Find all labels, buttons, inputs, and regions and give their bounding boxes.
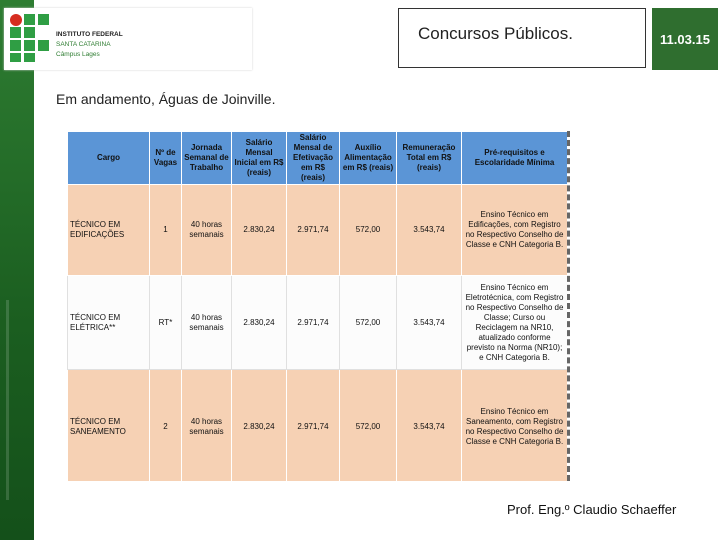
cargo-cell: TÉCNICO EM ELÉTRICA**	[68, 276, 150, 370]
header-cell: Nº de Vagas	[150, 132, 182, 185]
remuneracao-cell: 3.543,74	[397, 370, 462, 482]
vagas-cell: 1	[150, 185, 182, 276]
institution-logo	[4, 8, 252, 70]
logo-line-1: INSTITUTO FEDERAL	[56, 31, 123, 38]
logo-grid-icon	[10, 14, 50, 62]
salario-efetivacao-cell: 2.971,74	[287, 185, 340, 276]
table-row	[68, 276, 568, 370]
subtitle: Em andamento, Águas de Joinville.	[56, 91, 276, 107]
jornada-cell: 40 horas semanais	[182, 185, 232, 276]
header-cell: Jornada Semanal de Trabalho	[182, 132, 232, 185]
vagas-cell: 2	[150, 370, 182, 482]
header-cell: Salário Mensal Inicial em R$ (reais)	[232, 132, 287, 185]
date-badge: 11.03.15	[652, 8, 718, 70]
vagas-cell: RT*	[150, 276, 182, 370]
header-cell: Cargo	[68, 132, 150, 185]
header-cell: Auxílio Alimentação em R$ (reais)	[340, 132, 397, 185]
logo-line-3: Câmpus Lages	[56, 51, 100, 58]
salario-inicial-cell: 2.830,24	[232, 370, 287, 482]
auxilio-cell: 572,00	[340, 370, 397, 482]
header-cell: Salário Mensal de Efetivação em R$ (reais)	[287, 132, 340, 185]
title-box	[398, 8, 646, 68]
header-cell: Pré-requisitos e Escolaridade Mínima	[462, 132, 568, 185]
cargo-cell: TÉCNICO EM EDIFICAÇÕES	[68, 185, 150, 276]
requisitos-cell: Ensino Técnico em Saneamento, com Registro no Respectivo Conselho de Classe e CNH Categoria B.	[462, 370, 568, 482]
header-cell: Remuneração Total em R$ (reais)	[397, 132, 462, 185]
requisitos-cell: Ensino Técnico em Edificações, com Registro no Respectivo Conselho de Classe e CNH Categoria B.	[462, 185, 568, 276]
requisitos-cell: Ensino Técnico em Eletrotécnica, com Registro no Respectivo Conselho de Classe; Curso ou Reciclagem na NR10, atualizado conforme previsto na Norma (NR10); e CNH Categoria B.	[462, 276, 568, 370]
salario-inicial-cell: 2.830,24	[232, 185, 287, 276]
auxilio-cell: 572,00	[340, 185, 397, 276]
jornada-cell: 40 horas semanais	[182, 276, 232, 370]
author-footer: Prof. Eng.º Claudio Schaeffer	[507, 502, 677, 517]
cargo-cell: TÉCNICO EM SANEAMENTO	[68, 370, 150, 482]
positions-table	[67, 131, 570, 481]
jornada-cell: 40 horas semanais	[182, 370, 232, 482]
left-decorative-bar	[0, 0, 34, 540]
salario-inicial-cell: 2.830,24	[232, 276, 287, 370]
salario-efetivacao-cell: 2.971,74	[287, 370, 340, 482]
logo-line-2: SANTA CATARINA	[56, 41, 111, 48]
page-title: Concursos Públicos.	[418, 24, 573, 43]
auxilio-cell: 572,00	[340, 276, 397, 370]
remuneracao-cell: 3.543,74	[397, 185, 462, 276]
table-row	[68, 370, 568, 482]
salario-efetivacao-cell: 2.971,74	[287, 276, 340, 370]
table-header-row	[68, 132, 568, 185]
remuneracao-cell: 3.543,74	[397, 276, 462, 370]
table-row	[68, 185, 568, 276]
